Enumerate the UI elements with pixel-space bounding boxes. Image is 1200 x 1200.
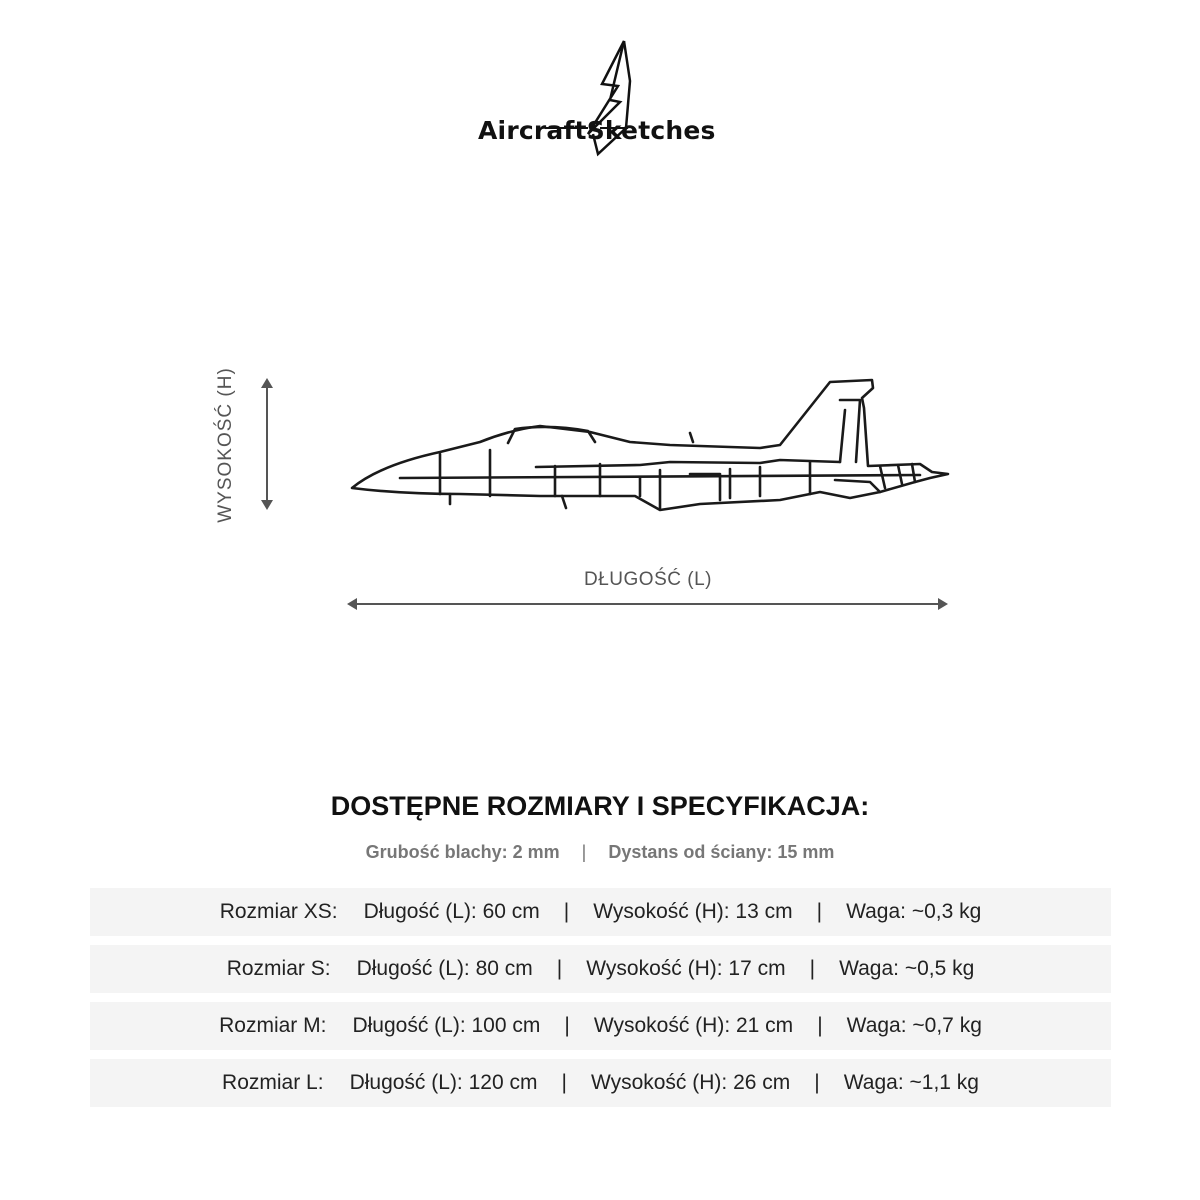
size-row-l (90, 1059, 1111, 1107)
size-name: Rozmiar S: (226, 957, 331, 980)
size-separator: | (563, 900, 570, 923)
size-height: Wysokość (H): 21 cm (593, 1014, 794, 1037)
size-separator: | (817, 1014, 823, 1037)
specs-title: DOSTĘPNE ROZMIARY I SPECYFIKACJA: (330, 791, 870, 821)
size-name: Rozmiar XS: (219, 900, 338, 923)
size-weight: Waga: ~0,5 kg (839, 957, 975, 980)
height-label: WYSOKOŚĆ (H) (215, 367, 236, 523)
size-separator: | (564, 1014, 570, 1037)
size-row-m (90, 1002, 1111, 1050)
height-arrow (255, 376, 279, 512)
size-height: Wysokość (H): 17 cm (586, 957, 786, 980)
size-row-xs (90, 888, 1111, 936)
size-separator: | (561, 1071, 567, 1094)
size-separator: | (809, 957, 816, 980)
size-separator: | (816, 900, 823, 923)
size-name: Rozmiar L: (222, 1071, 324, 1094)
size-separator: | (556, 957, 563, 980)
size-weight: Waga: ~1,1 kg (843, 1071, 979, 1094)
size-separator: | (814, 1071, 820, 1094)
specs-subtitle (0, 842, 1200, 863)
length-arrow (345, 594, 950, 614)
spec-separator: | (581, 842, 587, 862)
size-length: Długość (L): 100 cm (352, 1014, 541, 1037)
brand-name: AircraftSketches (478, 116, 716, 145)
thickness-spec: Grubość blachy: 2 mm (365, 842, 560, 862)
size-name: Rozmiar M: (219, 1014, 327, 1037)
length-label: DŁUGOŚĆ (L) (584, 569, 712, 590)
sizes-table (90, 888, 1111, 1116)
distance-spec: Dystans od ściany: 15 mm (608, 842, 835, 862)
brand-logo (470, 36, 730, 161)
size-height: Wysokość (H): 13 cm (593, 900, 793, 923)
aircraft-silhouette (340, 370, 960, 520)
size-weight: Waga: ~0,7 kg (846, 1014, 982, 1037)
size-row-s (90, 945, 1111, 993)
size-weight: Waga: ~0,3 kg (846, 900, 982, 923)
size-length: Długość (L): 60 cm (363, 900, 540, 923)
size-height: Wysokość (H): 26 cm (590, 1071, 791, 1094)
size-length: Długość (L): 80 cm (356, 957, 533, 980)
size-length: Długość (L): 120 cm (349, 1071, 538, 1094)
